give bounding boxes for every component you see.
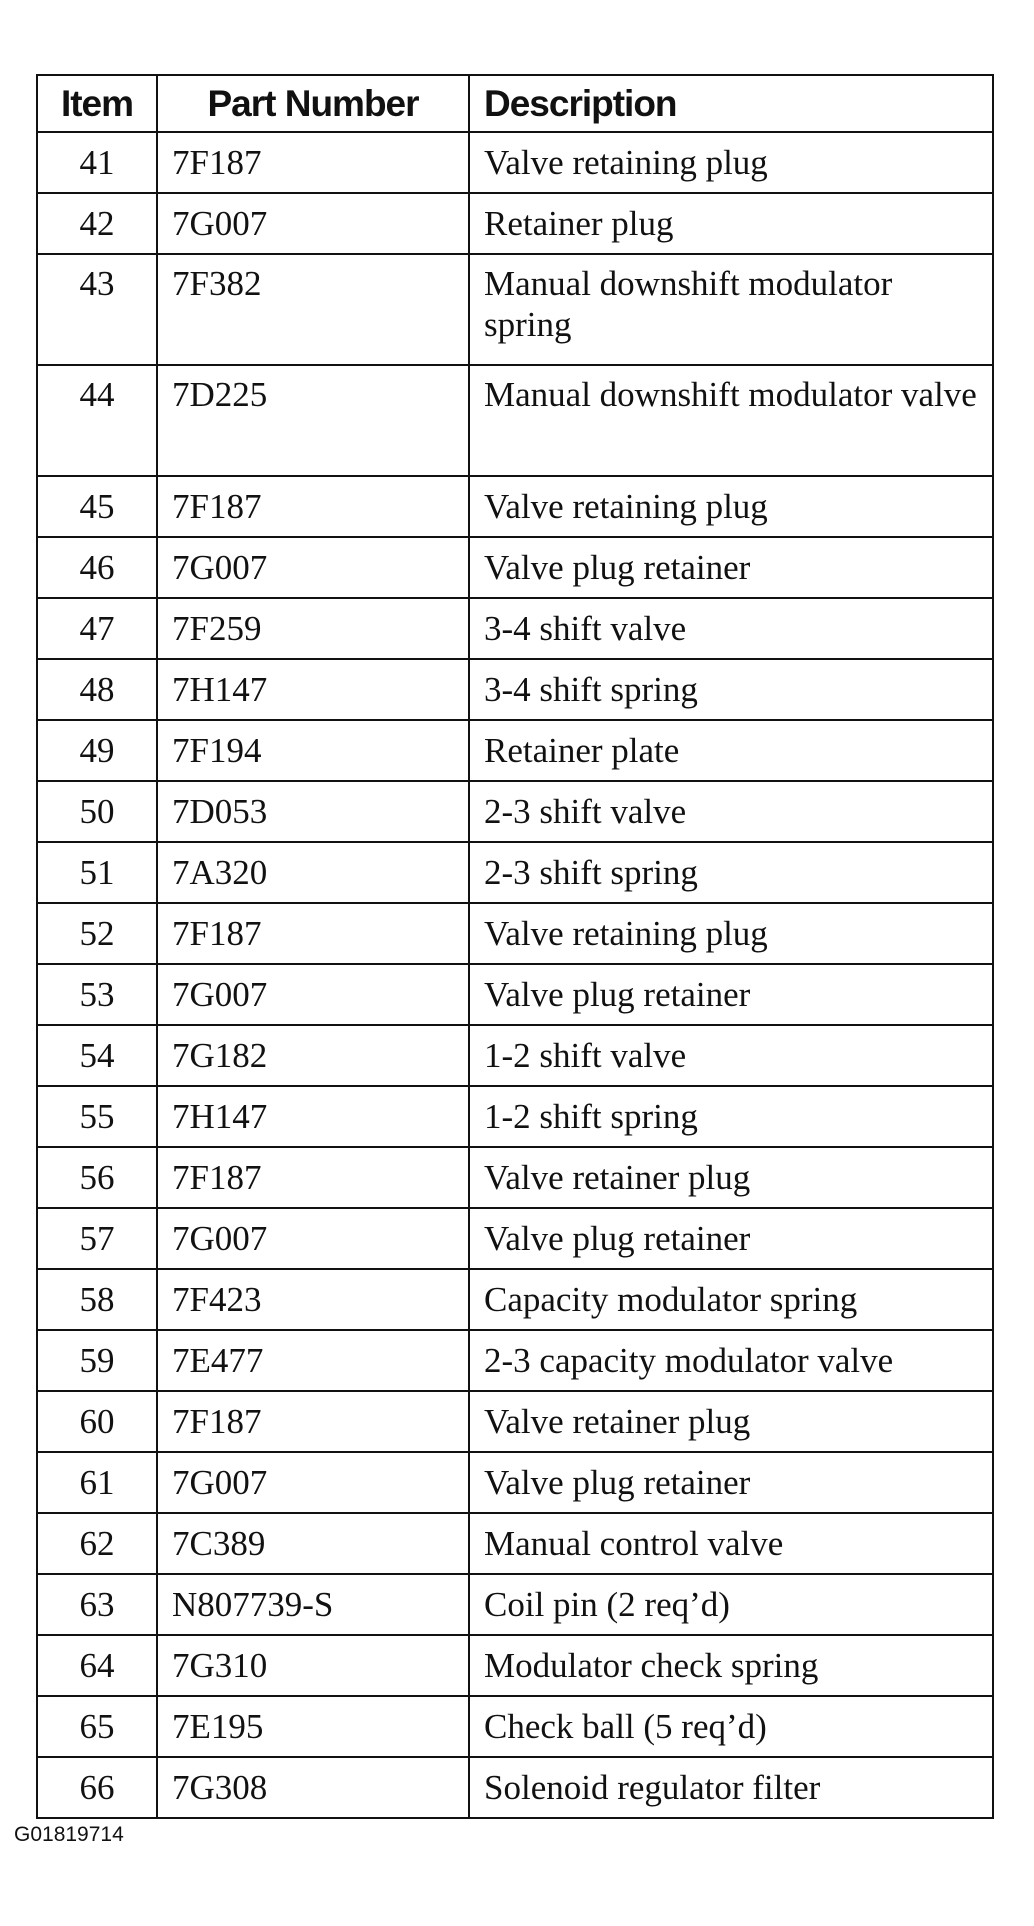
table-row	[37, 720, 993, 781]
table-row	[37, 254, 993, 365]
header-description: Description	[469, 75, 993, 132]
part-number-cell: 7G308	[157, 1757, 469, 1818]
part-number-cell: 7D225	[157, 365, 469, 476]
item-cell: 53	[37, 964, 157, 1025]
description-cell: Manual control valve	[469, 1513, 993, 1574]
table-row	[37, 1574, 993, 1635]
part-number-cell: 7E477	[157, 1330, 469, 1391]
table-body	[37, 132, 993, 1818]
description-cell: 3-4 shift spring	[469, 659, 993, 720]
description-cell: Valve plug retainer	[469, 1208, 993, 1269]
part-number-cell: 7F194	[157, 720, 469, 781]
table-header-row	[37, 75, 993, 132]
item-cell: 45	[37, 476, 157, 537]
part-number-cell: 7G310	[157, 1635, 469, 1696]
table-row	[37, 842, 993, 903]
description-cell: 2-3 shift spring	[469, 842, 993, 903]
part-number-cell: 7E195	[157, 1696, 469, 1757]
item-cell: 49	[37, 720, 157, 781]
part-number-cell: 7F187	[157, 903, 469, 964]
table-row	[37, 1757, 993, 1818]
description-cell: Check ball (5 req’d)	[469, 1696, 993, 1757]
parts-table	[36, 74, 994, 1819]
description-cell: Coil pin (2 req’d)	[469, 1574, 993, 1635]
description-cell: Retainer plug	[469, 193, 993, 254]
table-row	[37, 1635, 993, 1696]
part-number-cell: 7F187	[157, 476, 469, 537]
description-cell: Valve plug retainer	[469, 537, 993, 598]
item-cell: 60	[37, 1391, 157, 1452]
item-cell: 55	[37, 1086, 157, 1147]
table-row	[37, 903, 993, 964]
description-cell: 2-3 capacity modulator valve	[469, 1330, 993, 1391]
part-number-cell: 7F187	[157, 132, 469, 193]
table-row	[37, 781, 993, 842]
part-number-cell: 7G007	[157, 193, 469, 254]
table-row	[37, 1208, 993, 1269]
item-cell: 61	[37, 1452, 157, 1513]
item-cell: 54	[37, 1025, 157, 1086]
item-cell: 65	[37, 1696, 157, 1757]
description-cell: Valve retainer plug	[469, 1147, 993, 1208]
item-cell: 46	[37, 537, 157, 598]
item-cell: 64	[37, 1635, 157, 1696]
part-number-cell: 7F259	[157, 598, 469, 659]
item-cell: 58	[37, 1269, 157, 1330]
part-number-cell: 7G182	[157, 1025, 469, 1086]
item-cell: 56	[37, 1147, 157, 1208]
item-cell: 59	[37, 1330, 157, 1391]
description-cell: 1-2 shift valve	[469, 1025, 993, 1086]
item-cell: 62	[37, 1513, 157, 1574]
part-number-cell: 7H147	[157, 1086, 469, 1147]
table-row	[37, 1086, 993, 1147]
item-cell: 66	[37, 1757, 157, 1818]
description-cell: Retainer plate	[469, 720, 993, 781]
part-number-cell: 7G007	[157, 1452, 469, 1513]
description-cell: Modulator check spring	[469, 1635, 993, 1696]
table-row	[37, 659, 993, 720]
part-number-cell: 7F187	[157, 1391, 469, 1452]
description-cell: 2-3 shift valve	[469, 781, 993, 842]
description-cell: Manual downshift modulator spring	[469, 254, 993, 365]
table-row	[37, 537, 993, 598]
item-cell: 41	[37, 132, 157, 193]
part-number-cell: 7C389	[157, 1513, 469, 1574]
table-row	[37, 598, 993, 659]
description-cell: 1-2 shift spring	[469, 1086, 993, 1147]
header-part-number: Part Number	[157, 75, 469, 132]
item-cell: 57	[37, 1208, 157, 1269]
part-number-cell: 7D053	[157, 781, 469, 842]
table-row	[37, 1696, 993, 1757]
item-cell: 44	[37, 365, 157, 476]
item-cell: 43	[37, 254, 157, 365]
header-item: Item	[37, 75, 157, 132]
part-number-cell: 7H147	[157, 659, 469, 720]
description-cell: Valve plug retainer	[469, 964, 993, 1025]
table-row	[37, 1513, 993, 1574]
table-row	[37, 132, 993, 193]
item-cell: 47	[37, 598, 157, 659]
table-row	[37, 1025, 993, 1086]
table-row	[37, 193, 993, 254]
part-number-cell: 7A320	[157, 842, 469, 903]
table-row	[37, 476, 993, 537]
part-number-cell: 7F382	[157, 254, 469, 365]
part-number-cell: 7G007	[157, 1208, 469, 1269]
item-cell: 63	[37, 1574, 157, 1635]
description-cell: Manual downshift modulator valve	[469, 365, 993, 476]
description-cell: Valve retaining plug	[469, 903, 993, 964]
table-row	[37, 1269, 993, 1330]
description-cell: Solenoid regulator filter	[469, 1757, 993, 1818]
table-row	[37, 1391, 993, 1452]
part-number-cell: 7F423	[157, 1269, 469, 1330]
description-cell: Capacity modulator spring	[469, 1269, 993, 1330]
description-cell: Valve retaining plug	[469, 132, 993, 193]
description-cell: 3-4 shift valve	[469, 598, 993, 659]
item-cell: 42	[37, 193, 157, 254]
table-row	[37, 1147, 993, 1208]
part-number-cell: 7F187	[157, 1147, 469, 1208]
item-cell: 52	[37, 903, 157, 964]
item-cell: 51	[37, 842, 157, 903]
part-number-cell: 7G007	[157, 964, 469, 1025]
part-number-cell: 7G007	[157, 537, 469, 598]
description-cell: Valve plug retainer	[469, 1452, 993, 1513]
table-row	[37, 964, 993, 1025]
table-row	[37, 1452, 993, 1513]
part-number-cell: N807739-S	[157, 1574, 469, 1635]
description-cell: Valve retaining plug	[469, 476, 993, 537]
figure-id: G01819714	[14, 1823, 124, 1846]
table-row	[37, 1330, 993, 1391]
item-cell: 50	[37, 781, 157, 842]
table-row	[37, 365, 993, 476]
item-cell: 48	[37, 659, 157, 720]
description-cell: Valve retainer plug	[469, 1391, 993, 1452]
